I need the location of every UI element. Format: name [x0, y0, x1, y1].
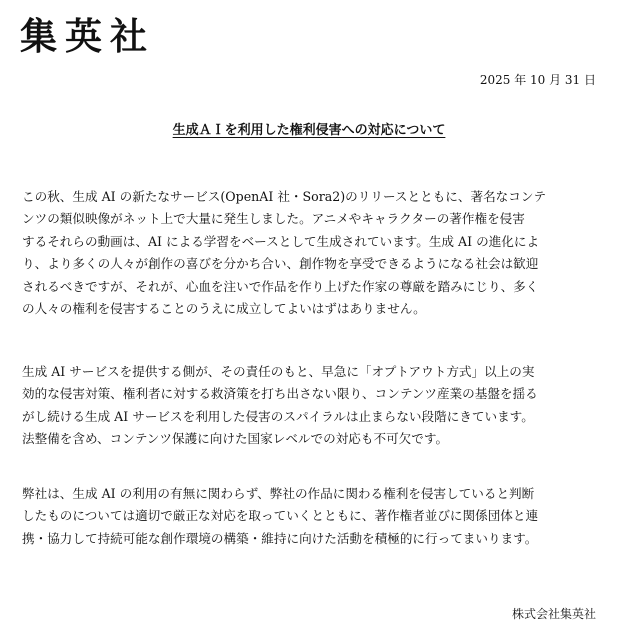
paragraph-line: ンツの類似映像がネット上で大量に発生しました。アニメやキャラクターの著作権を侵害: [22, 211, 525, 227]
company-signature: 株式会社集英社: [511, 607, 596, 621]
publisher-logo: 集英社: [20, 14, 155, 58]
paragraph-1: [22, 186, 598, 320]
document-title-text: 生成ＡＩを利用した権利侵害への対応について: [172, 123, 446, 138]
paragraph-line: この秋、生成 AI の新たなサービス(OpenAI 社・Sora2)のリリースとともに、著名なコンテ: [22, 189, 547, 204]
document-date: 2025 年 10 月 31 日: [479, 73, 596, 87]
paragraph-line: したものについては適切で厳正な対応を取っていくとともに、著作権者並びに関係団体と連: [22, 508, 539, 524]
paragraph-line: の人々の権利を侵害することのうえに成立してよいはずはありません。: [22, 301, 426, 317]
paragraph-line: 弊社は、生成 AI の利用の有無に関わらず、弊社の作品に関わる権利を侵害していると判断: [22, 486, 535, 501]
paragraph-2: [22, 361, 598, 451]
paragraph-line: り、より多くの人々が創作の喜びを分かち合い、創作物を享受できるようになる社会は歓迎: [22, 256, 539, 272]
paragraph-line: がし続ける生成 AI サービスを利用した侵害のスパイラルは止まらない段階にきています。: [22, 408, 534, 424]
document-title: [0, 122, 618, 140]
paragraph-line: 効的な侵害対策、権利者に対する救済策を打ち出さない限り、コンテンツ産業の基盤を揺る: [22, 386, 538, 402]
paragraph-line: されるべきですが、それが、心血を注いで作品を作り上げた作家の尊厳を踏みにじり、多く: [22, 278, 539, 294]
paragraph-line: 携・協力して持続可能な創作環境の構築・維持に向けた活動を積極的に行ってまいります。: [22, 530, 538, 546]
paragraph-line: 法整備を含め、コンテンツ保護に向けた国家レベルでの対応も不可欠です。: [22, 431, 449, 447]
paragraph-line: 生成 AI サービスを提供する側が、その責任のもと、早急に「オプトアウト方式」以上の実: [22, 364, 535, 379]
paragraph-line: するそれらの動画は、AI による学習をベースとして生成されています。生成 AI の進化によ: [22, 233, 540, 249]
paragraph-3: [22, 483, 598, 550]
